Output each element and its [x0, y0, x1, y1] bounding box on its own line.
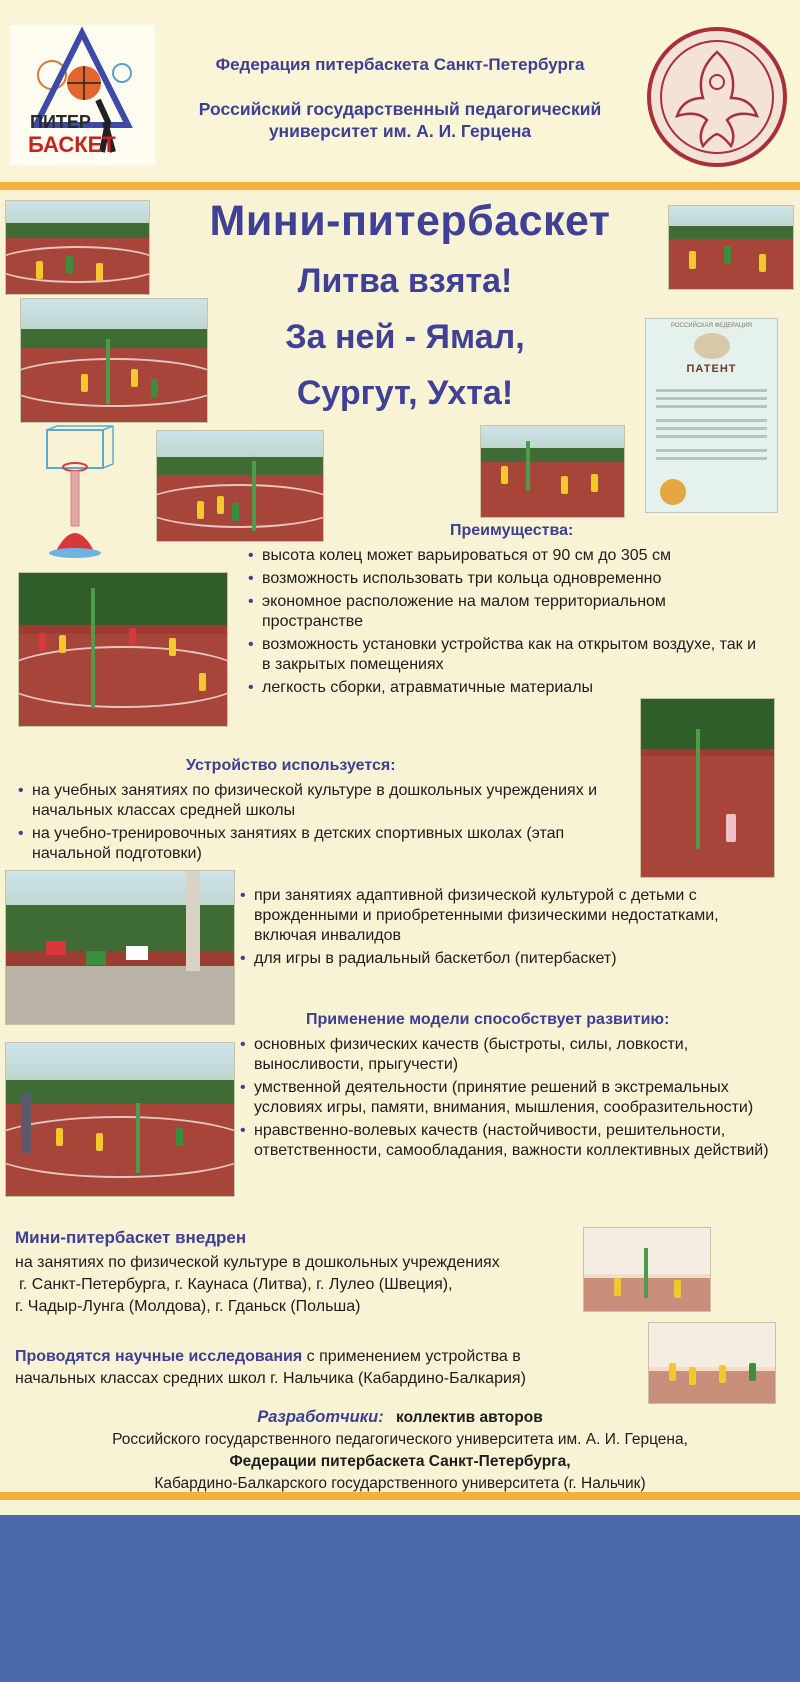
- photo-indoor-game-2: [648, 1322, 776, 1404]
- usage-heading: Устройство используется:: [186, 757, 396, 774]
- list-item: • для игры в радиальный баскетбол (питербаскет): [240, 949, 780, 969]
- list-item: • возможность использовать три кольца одновременно: [248, 569, 758, 589]
- list-item: • экономное расположение на малом территориальном пространстве: [248, 592, 758, 632]
- svg-text:ПИТЕР: ПИТЕР: [30, 112, 91, 132]
- development-list: [240, 1035, 780, 1164]
- patent-certificate: РОССИЙСКАЯ ФЕДЕРАЦИЯ ПАТЕНТ: [645, 318, 778, 513]
- patent-emblem-icon: [694, 333, 730, 359]
- list-item: • легкость сборки, атравматичные материалы: [248, 678, 758, 698]
- implemented-heading: Мини-питербаскет внедрен: [15, 1228, 247, 1247]
- header: [0, 0, 800, 180]
- svg-text:БАСКЕТ: БАСКЕТ: [28, 132, 116, 157]
- list-item: • умственной деятельности (принятие решений в экстремальных условиях игры, памяти, внимания, мышления, сообразительности): [240, 1078, 780, 1118]
- photo-outdoor-game-2: [20, 298, 208, 423]
- subtitle-line-3: Сургут, Ухта!: [296, 374, 514, 412]
- list-item: • на учебных занятиях по физической культуре в дошкольных учреждениях и начальных классах средней школы: [18, 781, 638, 821]
- list-item: • при занятиях адаптивной физической культурой с детьми с врожденными и приобретенными физическими недостатками, включая инвалидов: [240, 886, 780, 946]
- photo-children-with-device: [18, 572, 228, 727]
- footer-band: [0, 1515, 800, 1682]
- device-drawing-icon: [35, 425, 115, 560]
- developers-label: Разработчики:: [257, 1408, 384, 1426]
- university-seal-icon: [645, 22, 790, 172]
- poster-title: Мини-питербаскет: [209, 197, 611, 245]
- list-item: • основных физических качеств (быстроты, силы, ловкости, выносливости, прыгучести): [240, 1035, 780, 1075]
- bottom-divider: [0, 1492, 800, 1500]
- patent-word: ПАТЕНТ: [686, 363, 737, 375]
- piterbasket-logo: [10, 25, 155, 165]
- list-item: • нравственно-волевых качеств (настойчивости, решительности, ответственности, самообладания, важности коллективных действий): [240, 1121, 780, 1161]
- photo-indoor-game-1: [583, 1227, 711, 1312]
- federation-name: Федерация питербаскета Санкт-Петербурга: [215, 55, 585, 74]
- implemented-text: на занятиях по физической культуре в дошкольных учреждениях г. Санкт-Петербурга, г. Каунаса (Литва), г. Лулео (Швеция), г. Чадыр-Лунга (Молдова), г. Гданьск (Польша): [15, 1254, 500, 1315]
- photo-outdoor-game-6: [5, 1042, 235, 1197]
- photo-outdoor-game-5: [480, 425, 625, 518]
- photo-outdoor-game-3: [668, 205, 794, 290]
- university-name: Российский государственный педагогический университет им. А. И. Герцена: [198, 99, 602, 141]
- advantages-list: [248, 546, 758, 701]
- patent-stamp-icon: [660, 479, 686, 505]
- usage-list-1: [18, 781, 638, 867]
- development-heading: Применение модели способствует развитию:: [306, 1011, 670, 1028]
- photo-parade-with-flags: [5, 870, 235, 1025]
- list-item: • на учебно-тренировочных занятиях в детских спортивных школах (этап начальной подготовки): [18, 824, 638, 864]
- top-divider: [0, 182, 800, 190]
- research-text: Проводятся научные исследования с применением устройства в начальных классах средних школ г. Нальчика (Кабардино-Балкария): [15, 1348, 526, 1387]
- usage-list-2: [240, 886, 780, 972]
- list-item: • возможность установки устройства как на открытом воздухе, так и в закрытых помещениях: [248, 635, 758, 675]
- photo-child-at-hoop: [640, 698, 775, 878]
- developers-block: Разработчики: коллектив авторов Российского государственного педагогического университета им. А. И. Герцена, Федерации питербаскета Санкт-Петербурга, Кабардино-Балкарского государственного университета (г. Нальчик): [112, 1408, 688, 1492]
- photo-outdoor-game-4: [156, 430, 324, 542]
- advantages-heading: Преимущества:: [450, 522, 574, 539]
- research-lead: Проводятся научные исследования: [15, 1348, 303, 1365]
- subtitle-line-2: За ней - Ямал,: [285, 318, 525, 356]
- list-item: • высота колец может варьироваться от 90 см до 305 см: [248, 546, 758, 566]
- photo-outdoor-game-1: [5, 200, 150, 295]
- subtitle-line-1: Литва взята!: [297, 262, 513, 300]
